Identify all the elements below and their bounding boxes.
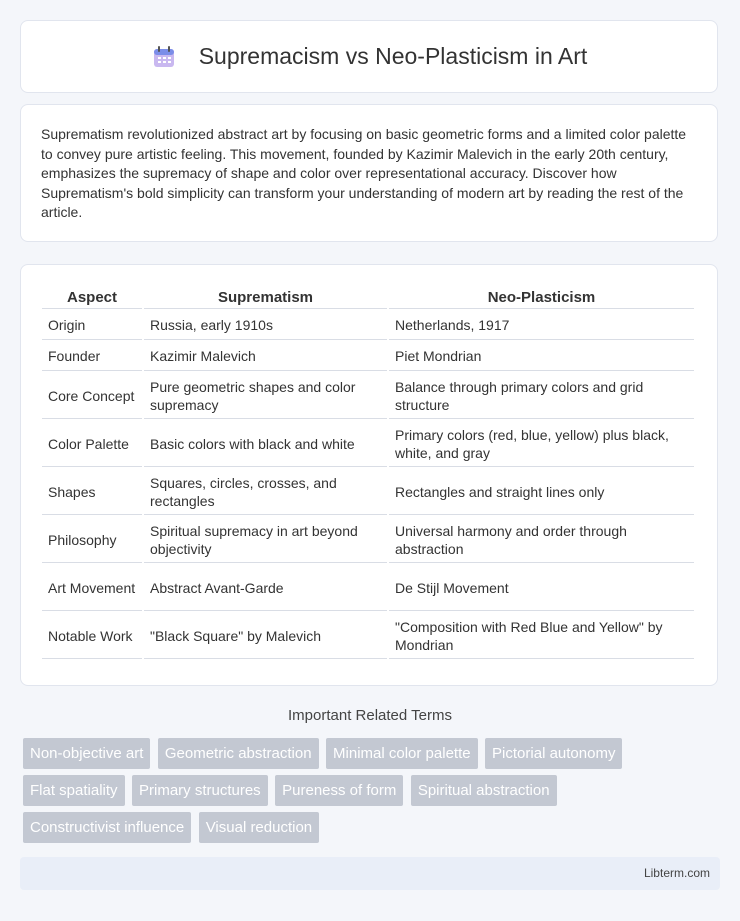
row-aspect: Origin xyxy=(42,311,142,340)
table-header-row xyxy=(42,285,694,309)
term-tag[interactable]: Constructivist influence xyxy=(23,812,191,843)
row-neo-plasticism: Universal harmony and order through abstraction xyxy=(389,517,694,563)
title-card xyxy=(20,20,718,93)
row-aspect: Shapes xyxy=(42,469,142,515)
row-aspect: Color Palette xyxy=(42,421,142,467)
table-row xyxy=(42,613,694,659)
row-suprematism: Abstract Avant-Garde xyxy=(144,565,387,611)
row-aspect: Founder xyxy=(42,342,142,371)
term-tag[interactable]: Non-objective art xyxy=(23,738,150,769)
row-neo-plasticism: Rectangles and straight lines only xyxy=(389,469,694,515)
term-tag[interactable]: Pureness of form xyxy=(275,775,403,806)
row-suprematism: Squares, circles, crosses, and rectangles xyxy=(144,469,387,515)
row-aspect: Art Movement xyxy=(42,565,142,611)
table-row xyxy=(42,311,694,340)
row-neo-plasticism: Netherlands, 1917 xyxy=(389,311,694,340)
related-terms-title: Important Related Terms xyxy=(288,707,452,724)
row-neo-plasticism: Primary colors (red, blue, yellow) plus black, white, and gray xyxy=(389,421,694,467)
row-neo-plasticism: De Stijl Movement xyxy=(389,565,694,611)
term-tag[interactable]: Pictorial autonomy xyxy=(485,738,622,769)
page-title: Supremacism vs Neo-Plasticism in Art xyxy=(198,43,588,69)
table-row xyxy=(42,373,694,419)
intro-card xyxy=(20,104,718,242)
term-tag[interactable]: Flat spatiality xyxy=(23,775,125,806)
intro-text: Suprematism revolutionized abstract art by focusing on basic geometric forms and a limited color palette to convey pure artistic feeling. This movement, founded by Kazimir Malevich in the early 20th century, emphasizes the supremacy of shape and color over representational accuracy. Discover how Suprematism's bold simplicity can transform your understanding of modern art by reading the rest of the article. xyxy=(41,126,687,221)
comparison-table xyxy=(40,283,696,661)
term-tag[interactable]: Visual reduction xyxy=(199,812,319,843)
header-suprematism: Suprematism xyxy=(144,285,387,309)
row-neo-plasticism: "Composition with Red Blue and Yellow" by Mondrian xyxy=(389,613,694,659)
row-neo-plasticism: Balance through primary colors and grid structure xyxy=(389,373,694,419)
row-suprematism: Spiritual supremacy in art beyond objectivity xyxy=(144,517,387,563)
term-tag[interactable]: Spiritual abstraction xyxy=(411,775,557,806)
comparison-card xyxy=(20,264,718,686)
table-row xyxy=(42,421,694,467)
row-aspect: Notable Work xyxy=(42,613,142,659)
term-tag[interactable]: Primary structures xyxy=(132,775,268,806)
related-terms-list xyxy=(23,738,723,849)
table-row xyxy=(42,565,694,611)
table-row xyxy=(42,517,694,563)
table-row xyxy=(42,342,694,371)
row-neo-plasticism: Piet Mondrian xyxy=(389,342,694,371)
header-aspect: Aspect xyxy=(42,285,142,309)
table-row xyxy=(42,469,694,515)
row-suprematism: Basic colors with black and white xyxy=(144,421,387,467)
term-tag[interactable]: Geometric abstraction xyxy=(158,738,319,769)
term-tag[interactable]: Minimal color palette xyxy=(326,738,478,769)
footer-site-link[interactable]: Libterm.com xyxy=(643,866,710,880)
header-neo-plasticism: Neo-Plasticism xyxy=(389,285,694,309)
row-suprematism: "Black Square" by Malevich xyxy=(144,613,387,659)
row-suprematism: Kazimir Malevich xyxy=(144,342,387,371)
footer xyxy=(20,857,720,890)
calendar-icon xyxy=(151,44,177,70)
row-suprematism: Russia, early 1910s xyxy=(144,311,387,340)
row-suprematism: Pure geometric shapes and color supremacy xyxy=(144,373,387,419)
row-aspect: Philosophy xyxy=(42,517,142,563)
row-aspect: Core Concept xyxy=(42,373,142,419)
